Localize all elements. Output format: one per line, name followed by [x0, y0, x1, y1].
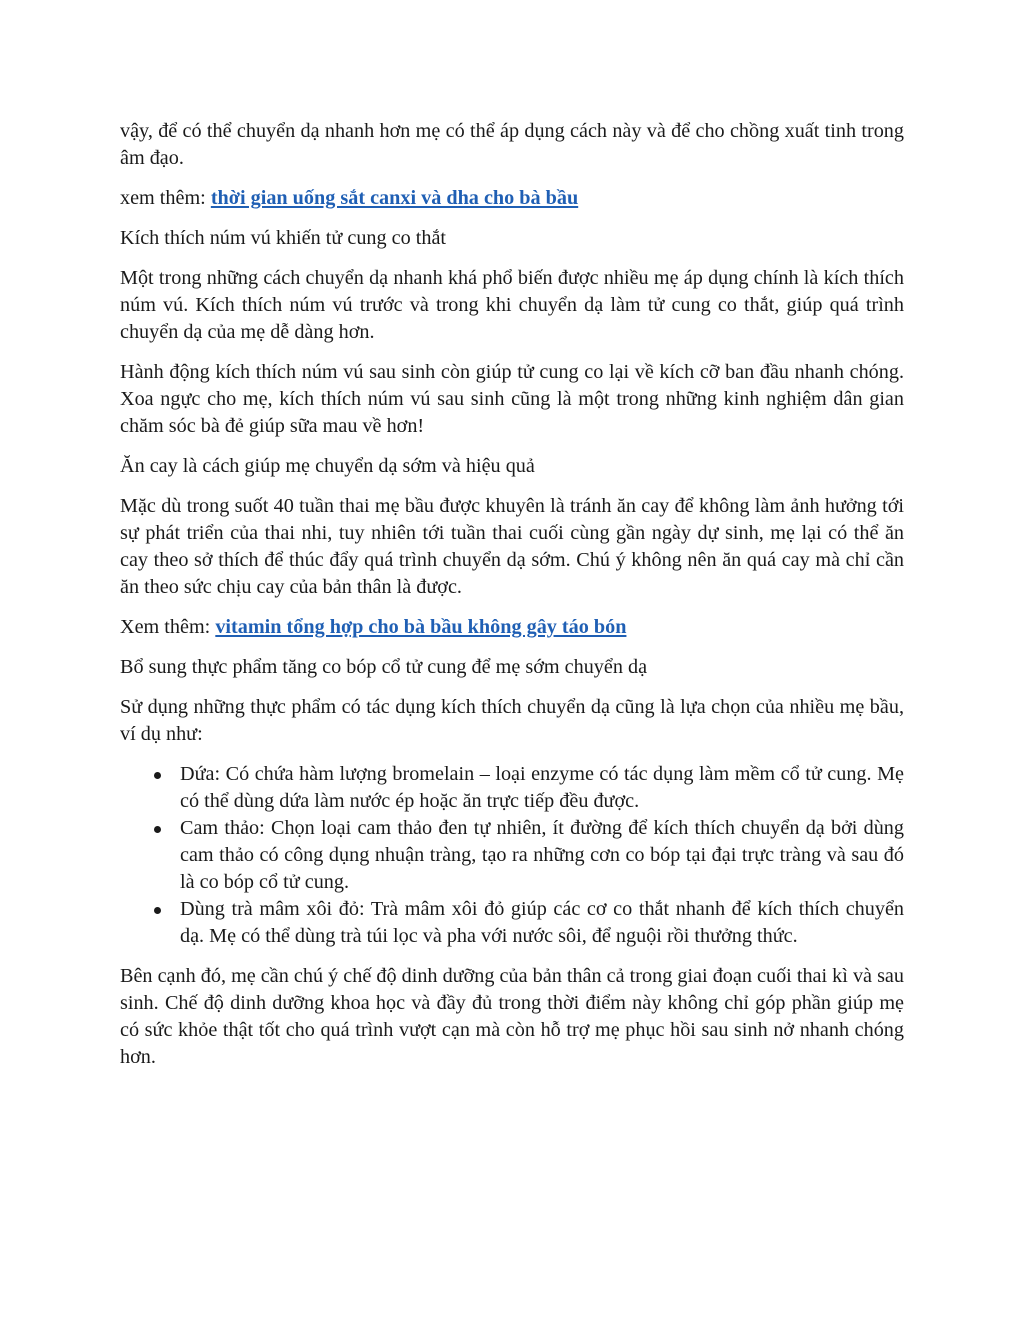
list-item-text: Dứa: Có chứa hàm lượng bromelain – loại enzyme có tác dụng làm mềm cổ tử cung. Mẹ có thể dùng dứa làm nước ép hoặc ăn trực tiếp đều được. [180, 763, 904, 812]
bullet-dot-icon [154, 907, 161, 914]
list-item [120, 815, 904, 896]
paragraph-food-supplements: Sử dụng những thực phẩm có tác dụng kích thích chuyển dạ cũng là lựa chọn của nhiều mẹ bầu, ví dụ như: [120, 696, 904, 745]
see-also-1-prefix: xem thêm: [120, 187, 211, 209]
list-item-text: Dùng trà mâm xôi đỏ: Trà mâm xôi đỏ giúp các cơ co thắt nhanh để kích thích chuyển dạ. Mẹ có thể dùng trà túi lọc và pha với nước sôi, để nguội rồi thưởng thức. [180, 898, 904, 947]
list-item [120, 761, 904, 815]
paragraph-spicy-food: Mặc dù trong suốt 40 tuần thai mẹ bầu được khuyên là tránh ăn cay để không làm ảnh hưởng tới sự phát triển của thai nhi, tuy nhiên tới tuần thai cuối cùng gần ngày dự sinh, mẹ lại có thể ăn cay theo sở thích để thúc đẩy quá trình chuyển dạ sớm. Chú ý không nên ăn quá cay mà chỉ cần ăn theo sức chịu cay của bản thân là được. [120, 495, 904, 598]
paragraph-nipple-1: Một trong những cách chuyển dạ nhanh khá phổ biến được nhiều mẹ áp dụng chính là kích thích núm vú. Kích thích núm vú trước và trong khi chuyển dạ làm tử cung co thắt, giúp quá trình chuyển dạ của mẹ dễ dàng hơn. [120, 267, 904, 343]
heading-spicy-food: Ăn cay là cách giúp mẹ chuyển dạ sớm và hiệu quả [120, 455, 535, 477]
list-item-text: Cam thảo: Chọn loại cam thảo đen tự nhiên, ít đường để kích thích chuyển dạ bởi dùng cam thảo có công dụng nhuận tràng, tạo ra những cơn co bóp tại đại trực tràng và sau đó là co bóp cổ tử cung. [180, 817, 904, 893]
food-bullet-list [120, 761, 904, 950]
paragraph-conclusion: Bên cạnh đó, mẹ cần chú ý chế độ dinh dưỡng của bản thân cả trong giai đoạn cuối thai kì và sau sinh. Chế độ dinh dưỡng khoa học và đầy đủ trong thời điểm này không chỉ góp phần giúp mẹ có sức khỏe thật tốt cho quá trình vượt cạn mà còn hỗ trợ mẹ phục hồi sau sinh nở nhanh chóng hơn. [120, 965, 904, 1068]
heading-nipple-stimulation: Kích thích núm vú khiến tử cung co thắt [120, 227, 447, 249]
paragraph-nipple-2: Hành động kích thích núm vú sau sinh còn giúp tử cung co lại về kích cỡ ban đầu nhanh chóng. Xoa ngực cho mẹ, kích thích núm vú sau sinh cũng là một trong những kinh nghiệm dân gian chăm sóc bà đẻ giúp sữa mau về hơn! [120, 361, 904, 437]
see-also-2 [120, 614, 904, 641]
bullet-dot-icon [154, 826, 161, 833]
document-page [120, 118, 904, 1084]
see-also-2-link[interactable]: vitamin tổng hợp cho bà bầu không gây táo bón [215, 616, 627, 638]
see-also-2-prefix: Xem thêm: [120, 616, 216, 638]
paragraph-intro: vậy, để có thể chuyển dạ nhanh hơn mẹ có thể áp dụng cách này và để cho chồng xuất tinh trong âm đạo. [120, 120, 904, 169]
heading-food-supplements: Bổ sung thực phẩm tăng co bóp cổ tử cung để mẹ sớm chuyển dạ [120, 656, 648, 678]
see-also-1 [120, 185, 904, 212]
see-also-1-link[interactable]: thời gian uống sắt canxi và dha cho bà bầu [210, 187, 579, 209]
list-item [120, 896, 904, 950]
bullet-dot-icon [154, 772, 161, 779]
